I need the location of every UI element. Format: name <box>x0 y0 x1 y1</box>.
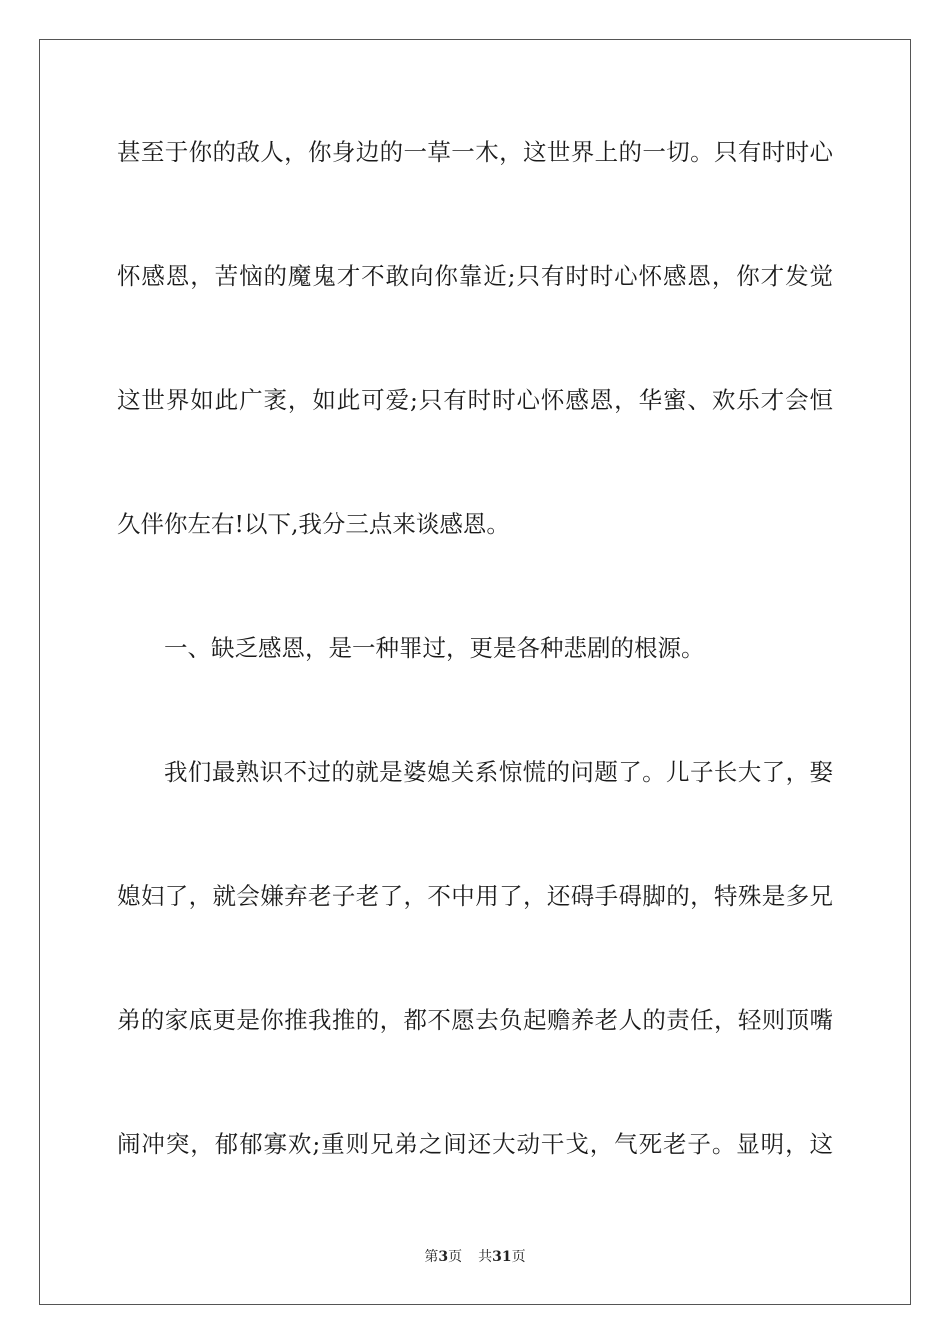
body-line-1: 甚至于你的敌人，你身边的一草一木，这世界上的一切。只有时时心 <box>117 138 833 166</box>
footer-page-prefix: 第 <box>424 1249 439 1265</box>
body-line-6: 我们最熟识不过的就是婆媳关系惊慌的问题了。儿子长大了，娶 <box>164 758 833 786</box>
body-line-2: 怀感恩，苦恼的魔鬼才不敢向你靠近;只有时时心怀感恩，你才发觉 <box>117 262 833 290</box>
footer-total-pages: 31 <box>492 1249 512 1265</box>
footer-total-prefix: 共 <box>478 1249 493 1265</box>
body-line-3: 这世界如此广袤，如此可爱;只有时时心怀感恩，华蜜、欢乐才会恒 <box>117 386 833 414</box>
body-line-8: 弟的家底更是你推我推的，都不愿去负起赡养老人的责任，轻则顶嘴 <box>117 1006 833 1034</box>
body-line-7: 媳妇了，就会嫌弃老子老了，不中用了，还碍手碍脚的，特殊是多兄 <box>117 882 833 910</box>
footer-total-suffix: 页 <box>511 1249 526 1265</box>
footer-page-number: 3 <box>438 1249 449 1265</box>
body-line-9: 闹冲突，郁郁寡欢;重则兄弟之间还大动干戈，气死老子。显明，这 <box>117 1130 833 1158</box>
page-border <box>39 39 911 1305</box>
section-heading-1: 一、缺乏感恩，是一种罪过，更是各种悲剧的根源。 <box>164 634 705 662</box>
footer-page-suffix: 页 <box>448 1249 463 1265</box>
body-line-4: 久伴你左右!以下,我分三点来谈感恩。 <box>117 510 510 538</box>
page-footer <box>0 1246 950 1266</box>
